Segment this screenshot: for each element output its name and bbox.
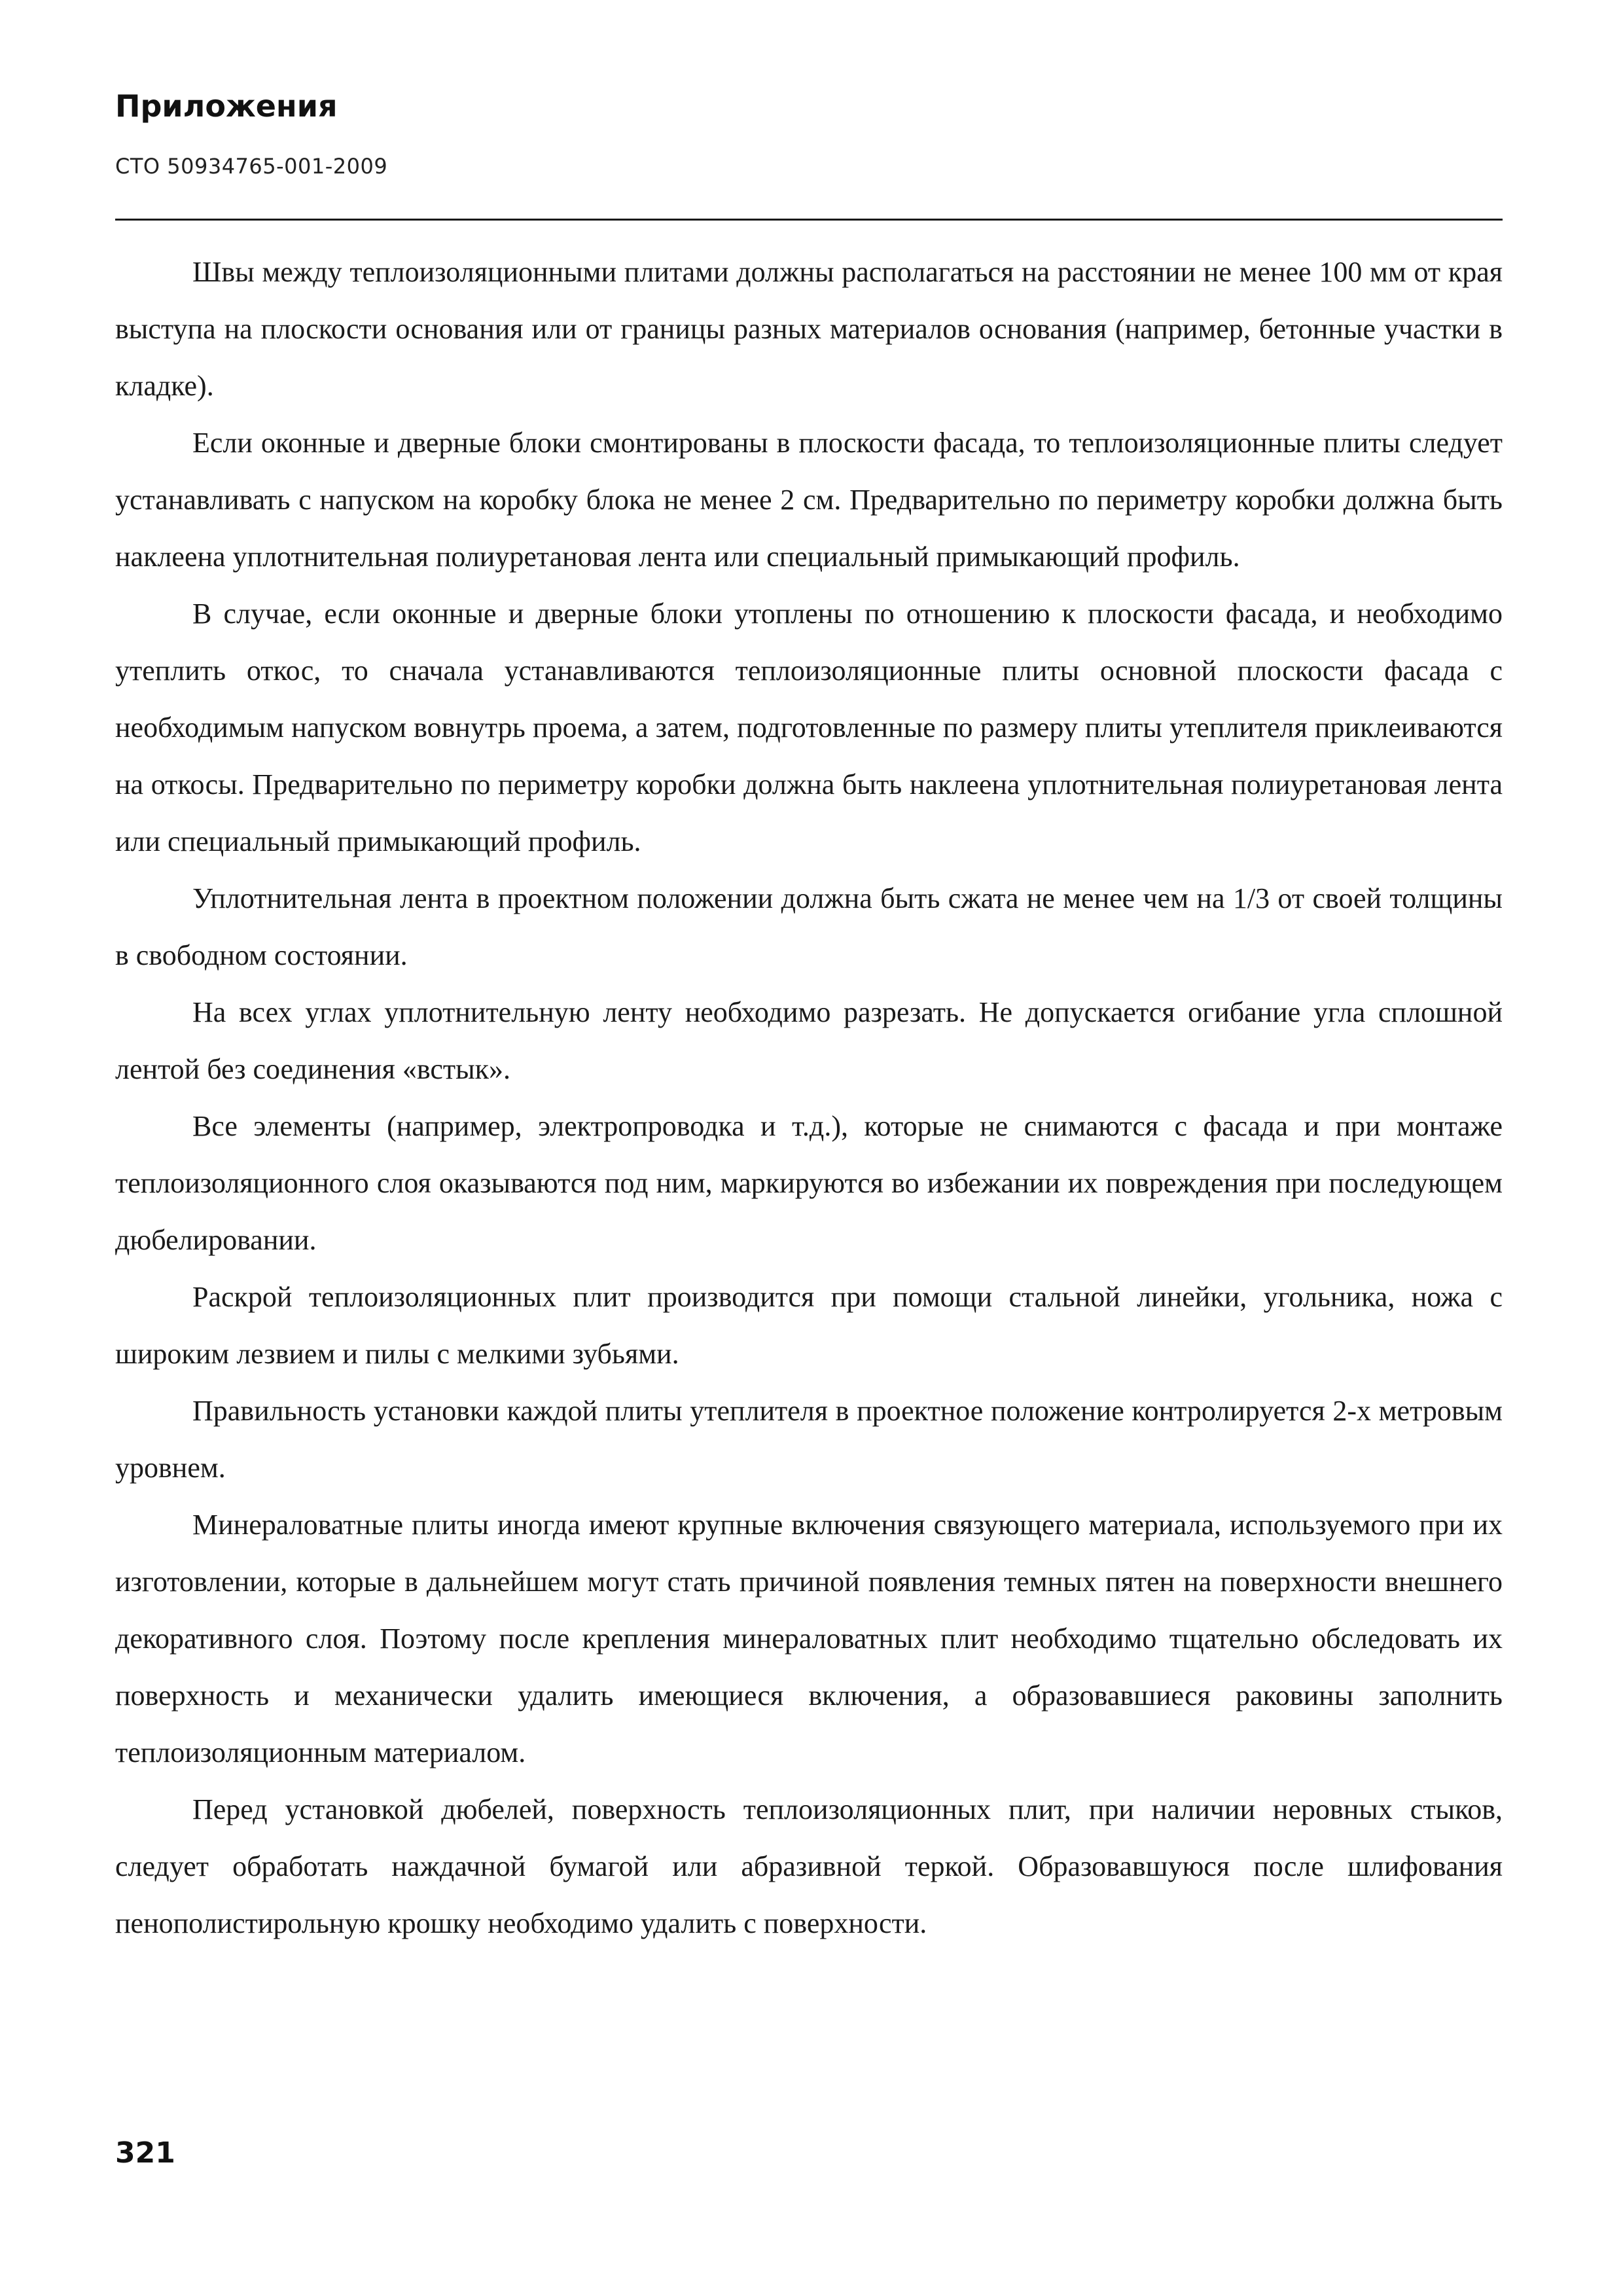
section-title: Приложения: [115, 88, 338, 124]
paragraph: Швы между теплоизоляционными плитами должны располагаться на расстоянии не менее 100 мм от края выступа на плоскости основания или от границы разных материалов основания (например, бетонные участки в кладке).: [115, 256, 1503, 402]
header-divider: [115, 219, 1503, 221]
page-number: 321: [115, 2136, 175, 2170]
paragraph: Если оконные и дверные блоки смонтированы в плоскости фасада, то теплоизоляционные плиты следует устанавливать с напуском на коробку блока не менее 2 см. Предварительно по периметру коробки должна быть наклеена уплотнительная полиуретановая лента или специальный примыкающий профиль.: [115, 427, 1503, 573]
paragraph: Раскрой теплоизоляционных плит производится при помощи стальной линейки, угольника, ножа с широким лезвием и пилы с мелкими зубьями.: [115, 1281, 1503, 1370]
paragraph: В случае, если оконные и дверные блоки утоплены по отношению к плоскости фасада, и необходимо утеплить откос, то сначала устанавливаются теплоизоляционные плиты основной плоскости фасада с необходимым напуском вовнутрь проема, а затем, подготовленные по размеру плиты утеплителя приклеиваются на откосы. Предварительно по периметру коробки должна быть наклеена уплотнительная полиуретановая лента или специальный примыкающий профиль.: [115, 598, 1503, 857]
paragraph: Правильность установки каждой плиты утеплителя в проектное положение контролируется 2-х метровым уровнем.: [115, 1395, 1503, 1484]
paragraph: Перед установкой дюбелей, поверхность теплоизоляционных плит, при наличии неровных стыков, следует обработать наждачной бумагой или абразивной теркой. Образовавшуюся после шлифования пенополистирольную крошку необходимо удалить с поверхности.: [115, 1793, 1503, 1939]
standard-code: СТО 50934765-001-2009: [115, 154, 388, 179]
body-text: [115, 243, 1503, 1952]
paragraph: Минераловатные плиты иногда имеют крупные включения связующего материала, используемого при их изготовлении, которые в дальнейшем могут стать причиной появления темных пятен на поверхности внешнего декоративного слоя. Поэтому после крепления минераловатных плит необходимо тщательно обследовать их поверхность и механически удалить имеющиеся включения, а образовавшиеся раковины заполнить теплоизоляционным материалом.: [115, 1509, 1503, 1768]
page-header: [115, 86, 1503, 181]
paragraph: Уплотнительная лента в проектном положении должна быть сжата не менее чем на 1/3 от своей толщины в свободном состоянии.: [115, 882, 1503, 971]
paragraph: Все элементы (например, электропроводка и т.д.), которые не снимаются с фасада и при монтаже теплоизоляционного слоя оказываются под ним, маркируются во избежании их повреждения при последующем дюбелировании.: [115, 1110, 1503, 1256]
paragraph: На всех углах уплотнительную ленту необходимо разрезать. Не допускается огибание угла сплошной лентой без соединения «встык».: [115, 996, 1503, 1085]
